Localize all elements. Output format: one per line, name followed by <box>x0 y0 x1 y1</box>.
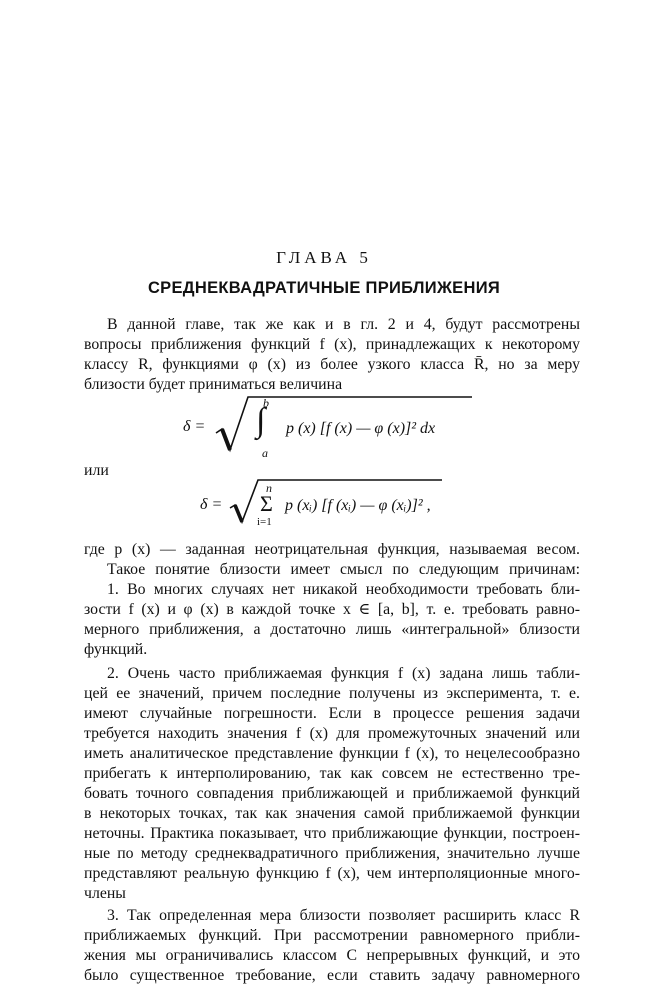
paragraph-line: жения мы ограничивались классом C непрерывных функций, и это <box>84 947 580 964</box>
paragraph-line: где p (x) — заданная неотрицательная функция, называемая весом. <box>84 541 580 558</box>
paragraph-line: близости будет приниматься величина <box>84 376 343 393</box>
paragraph-line: ные по методу среднеквадратичного приближения, значительно лучше <box>84 845 580 862</box>
integral-sign: ∫ <box>256 402 266 439</box>
integral-body: p (x) [f (x) — φ (x)]² dx <box>286 420 436 437</box>
paragraph-line: мерного приближения, а достаточно лишь «интегральной» близости <box>84 621 580 638</box>
paragraph-line: 3. Так определенная мера близости позволяет расширить класс R <box>107 907 580 924</box>
paragraph-line: иметь аналитическое представление функции f (x), то нецелесообразно <box>84 745 580 762</box>
paragraph-line: В данной главе, так же как и в гл. 2 и 4, будут рассмотрены <box>107 316 580 333</box>
integral-upper-limit: b <box>263 396 269 410</box>
or-word: или <box>84 462 109 479</box>
paragraph-line: имеют случайные погрешности. Если в процессе решения задачи <box>84 705 580 722</box>
chapter-title: СРЕДНЕКВАДРАТИЧНЫЕ ПРИБЛИЖЕНИЯ <box>147 279 501 297</box>
paragraph-line: функций. <box>84 641 148 658</box>
paragraph-line: приближаемых функций. При рассмотрении равномерного прибли- <box>84 927 580 944</box>
formula-lhs: δ = <box>183 418 206 435</box>
paragraph-line: вопросы приближения функций f (x), принадлежащих к некоторому <box>84 336 580 353</box>
sum-body: p (xᵢ) [f (xᵢ) — φ (xᵢ)]² , <box>285 497 431 514</box>
paragraph-line: 1. Во многих случаях нет никакой необходимости требовать бли- <box>107 581 580 598</box>
paragraph-line: неточны. Практика показывает, что приближающие функции, построен- <box>84 825 580 842</box>
paragraph-line: было существенное требование, если ставить задачу равномерного <box>84 967 580 984</box>
paragraph-line: прибегать к интерполированию, так как совсем не естественно тре- <box>84 765 580 782</box>
paragraph-line: представляют реальную функцию f (x), чем интерполяционные много- <box>84 865 580 882</box>
sum-lower-limit: i=1 <box>257 516 272 528</box>
paragraph-line: зости f (x) и φ (x) в каждой точке x ∈ [a, b], т. е. требовать равно- <box>84 601 580 618</box>
paragraph-line: Такое понятие близости имеет смысл по следующим причинам: <box>107 561 580 578</box>
paragraph-line: требуется находить значения f (x) для промежуточных значений или <box>84 725 580 742</box>
paragraph-line: бовать точного совпадения приближающей и приближаемой функций <box>84 785 580 802</box>
paragraph-line: члены <box>84 885 126 902</box>
paragraph-line: в некоторых точках, так как значения самой приближаемой функции <box>84 805 580 822</box>
paragraph-line: цей ее значений, причем последние получены из эксперимента, т. е. <box>84 685 580 702</box>
sum-sign: Σ <box>260 491 273 516</box>
integral-lower-limit: a <box>262 446 268 460</box>
sum-upper-limit: n <box>266 481 272 495</box>
paragraph-line: классу R, функциями φ (x) из более узкого класса R̄, но за меру <box>84 356 580 373</box>
formula-lhs: δ = <box>200 496 223 513</box>
paragraph-line: 2. Очень часто приближаемая функция f (x) задана лишь табли- <box>107 665 580 682</box>
chapter-heading: ГЛАВА 5 <box>276 248 372 267</box>
